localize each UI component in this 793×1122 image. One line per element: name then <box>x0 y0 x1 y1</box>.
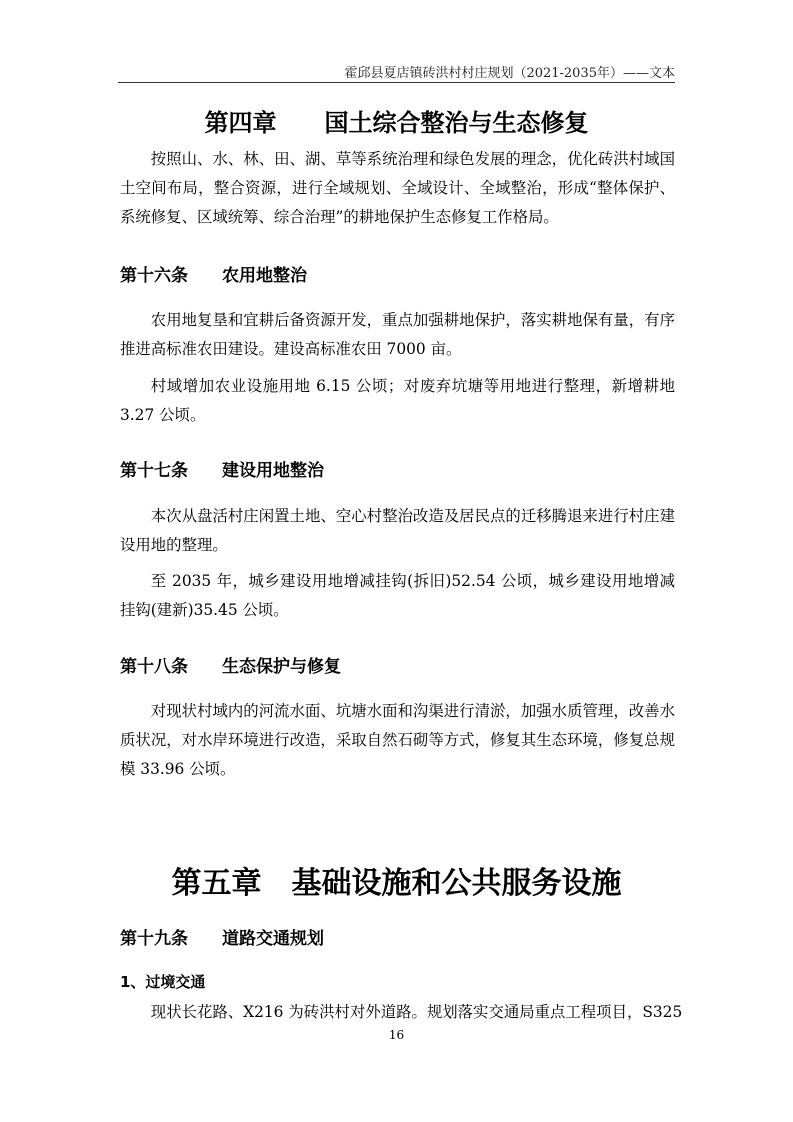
article-17-paragraph-1: 本次从盘活村庄闲置土地、空心村整治改造及居民点的迁移腾退来进行村庄建设用地的整理。 <box>120 507 675 554</box>
chapter-4-intro: 按照山、水、林、田、湖、草等系统治理和绿色发展的理念，优化砖洪村域国土空间布局，整合资源，进行全域规划、全域设计、全域整治，形成“整体保护、系统修复、区域统筹、综合治理”的耕地保护生态修复工作格局。 <box>120 150 675 226</box>
article-17-paragraph-2: 至 2035 年，城乡建设用地增减挂钩(拆旧)52.54 公顷，城乡建设用地增减挂钩(建新)35.45 公顷。 <box>120 572 675 619</box>
article-18-paragraph-1: 对现状村域内的河流水面、坑塘水面和沟渠进行清淤，加强水质管理，改善水质状况，对水岸环境进行改造，采取自然石砌等方式，修复其生态环境，修复总规模 33.96 公顷。 <box>120 702 675 778</box>
article-16-paragraph-2: 村域增加农业设施用地 6.15 公顷；对废弃坑塘等用地进行整理，新增耕地 3.27 公顷。 <box>120 377 675 424</box>
header-divider <box>118 82 675 83</box>
article-18-title: 第十八条 生态保护与修复 <box>120 657 341 677</box>
chapter-4-title: 第四章 国土综合整治与生态修复 <box>204 109 589 137</box>
article-19-paragraph-1: 现状长花路、X216 为砖洪村对外道路。规划落实交通局重点工程项目，S325 <box>150 1003 683 1021</box>
article-16-paragraph-1: 农用地复垦和宜耕后备资源开发，重点加强耕地保护，落实耕地保有量，有序推进高标准农田建设。建设高标准农田 7000 亩。 <box>120 311 675 358</box>
running-header: 霍邱县夏店镇砖洪村村庄规划（2021-2035年）——文本 <box>344 66 675 81</box>
article-19-title: 第十九条 道路交通规划 <box>120 929 324 949</box>
article-16-title: 第十六条 农用地整治 <box>120 266 307 286</box>
page-number: 16 <box>388 1028 405 1042</box>
chapter-5-title: 第五章 基础设施和公共服务设施 <box>171 866 622 901</box>
article-17-title: 第十七条 建设用地整治 <box>120 461 324 481</box>
article-19-subheading: 1、过境交通 <box>120 973 206 991</box>
